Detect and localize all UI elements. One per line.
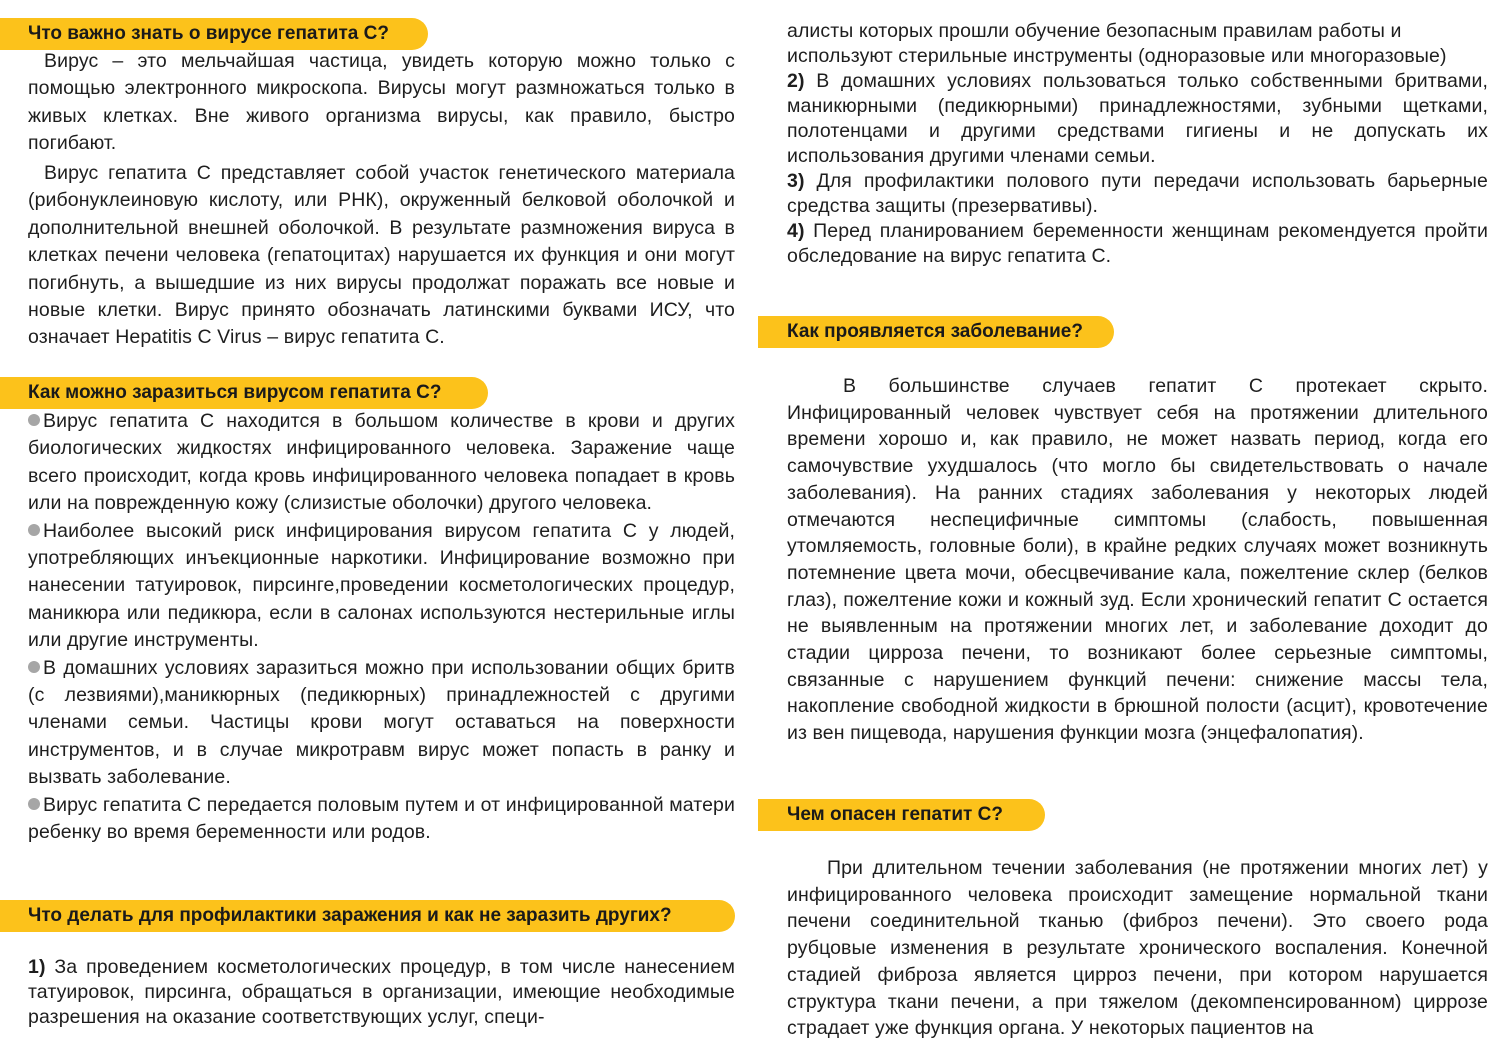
bullet-item: Наиболее высокий риск инфицирования вирусом гепатита С у людей, употребляющих инъекционные наркотики. Инфицирование возможно при нанесении татуировок, пирсинге,проведении косметологических процедур, маникюра или педикюра, если в салонах используются нестерильные иглы или другие инструменты. bbox=[28, 519, 735, 652]
item-number: 4) bbox=[787, 220, 805, 242]
paragraph-danger: При длительном течении заболевания (не протяжении многих лет) у инфицированного человека происходит замещение нормальной ткани печени соединительной тканью (фиброз печени). Это своего рода рубцовые изменения в результате хронического воспаления. Конечной стадией фиброза является цирроз печени, при котором нарушается структура ткани печени, а при тяжелом (декомпенсированном) циррозе страдает уже функция органа. У некоторых пациентов на bbox=[787, 857, 1488, 1040]
item-number: 3) bbox=[787, 170, 805, 192]
numbered-item: 3) Для профилактики полового пути передачи использовать барьерные средства защиты (презервативы). bbox=[787, 170, 1488, 217]
prevention-list-continued bbox=[787, 19, 1488, 269]
bullet-item: Вирус гепатита С передается половым путем и от инфицированной матери ребенку во время беременности или родов. bbox=[28, 793, 735, 844]
numbered-item: 2) В домашних условиях пользоваться только собственными бритвами, маникюрными (педикюрными) принадлежностями, зубными щетками, полотенцами и другими средствами гигиены и не допускать их использования другими членами семьи. bbox=[787, 70, 1488, 167]
bullet-dot-icon bbox=[28, 661, 40, 673]
infection-bullets bbox=[28, 408, 735, 847]
item-number: 2) bbox=[787, 70, 805, 92]
continued-text: алисты которых прошли обучение безопасным правилам работы и используют стерильные инструменты (одноразовые или многоразовые) bbox=[787, 20, 1447, 67]
heading-prevention: Что делать для профилактики заражения и как не заразить других? bbox=[0, 900, 735, 932]
numbered-item: 1) За проведением косметологических процедур, в том числе нанесением татуировок, пирсинга, обращаться в организации, имеющие необходимые разрешения на оказание соответствующих услуг, специ- bbox=[28, 956, 736, 1028]
bullet-dot-icon bbox=[28, 414, 40, 426]
paragraph-virus-definition: Вирус – это мельчайшая частица, увидеть которую можно только с помощью электронного микроскопа. Вирусы могут размножаться только в живых клетках. Вне живого организма вирусы, как правило, быстро погибают. bbox=[28, 50, 735, 155]
paragraph-hcv-structure: Вирус гепатита С представляет собой участок генетического материала (рибонуклеиновую кислоту, или РНК), окруженный белковой оболочкой и дополнительной внешней оболочкой. В результате размножения вируса в клетках печени человека (гепатоцитах) нарушается их функция и они могут погибнуть, а вышедшие из них вирусы продолжат поражать все новые и новые клетки. Вирус принято обозначать латинскими буквами ИСУ, что означает Hepatitis C Virus – вирус гепатита С. bbox=[28, 162, 735, 349]
item-number: 1) bbox=[28, 956, 46, 978]
bullet-dot-icon bbox=[28, 798, 40, 810]
bullet-item: Вирус гепатита С находится в большом количестве в крови и других биологических жидкостях инфицированного человека. Заражение чаще всего происходит, когда кровь инфицированного человека попадает в кровь или на поврежденную кожу (слизистые оболочки) другого человека. bbox=[28, 410, 735, 515]
numbered-item: 4) Перед планированием беременности женщинам рекомендуется пройти обследование на вирус гепатита С. bbox=[787, 220, 1488, 267]
paragraph-manifestation: В большинстве случаев гепатит С протекает скрыто. Инфицированный человек чувствует себя на протяжении длительного времени хорошо и, как правило, не может назвать период, когда его самочувствие ухудшалось (что могло бы свидетельствовать о начале заболевания). На ранних стадиях заболевания у некоторых людей отмечаются неспецифичные симптомы (слабость, повышенная утомляемость, головные боли), в крайне редких случаях может возникнуть потемнение цвета мочи, обесцвечивание кала, пожелтение склер (белков глаз), пожелтение кожи и кожный зуд. Если хронический гепатит С остается не выявленным на протяжении многих лет, и заболевание доходит до стадии цирроза печени, то возникают более серьезные симптомы, связанные с нарушением функций печени: снижение массы тела, накопление свободной жидкости в брюшной полости (асцит), кровотечение из вен пищевода, нарушения функции мозга (энцефалопатия). bbox=[787, 375, 1488, 745]
bullet-dot-icon bbox=[28, 524, 40, 536]
heading-what-to-know: Что важно знать о вирусе гепатита С? bbox=[0, 18, 428, 50]
bullet-item: В домашних условиях заразиться можно при использовании общих бритв (с лезвиями),маникюрных (педикюрных) принадлежностей с другими членами семьи. Частицы крови могут оставаться на поверхности инструментов, и в случае микротравм вирус может попасть в ранку и вызвать заболевание. bbox=[28, 656, 735, 789]
heading-danger: Чем опасен гепатит С? bbox=[758, 799, 1045, 831]
heading-manifestation: Как проявляется заболевание? bbox=[758, 316, 1114, 348]
heading-how-infected: Как можно заразиться вирусом гепатита С? bbox=[0, 377, 488, 409]
